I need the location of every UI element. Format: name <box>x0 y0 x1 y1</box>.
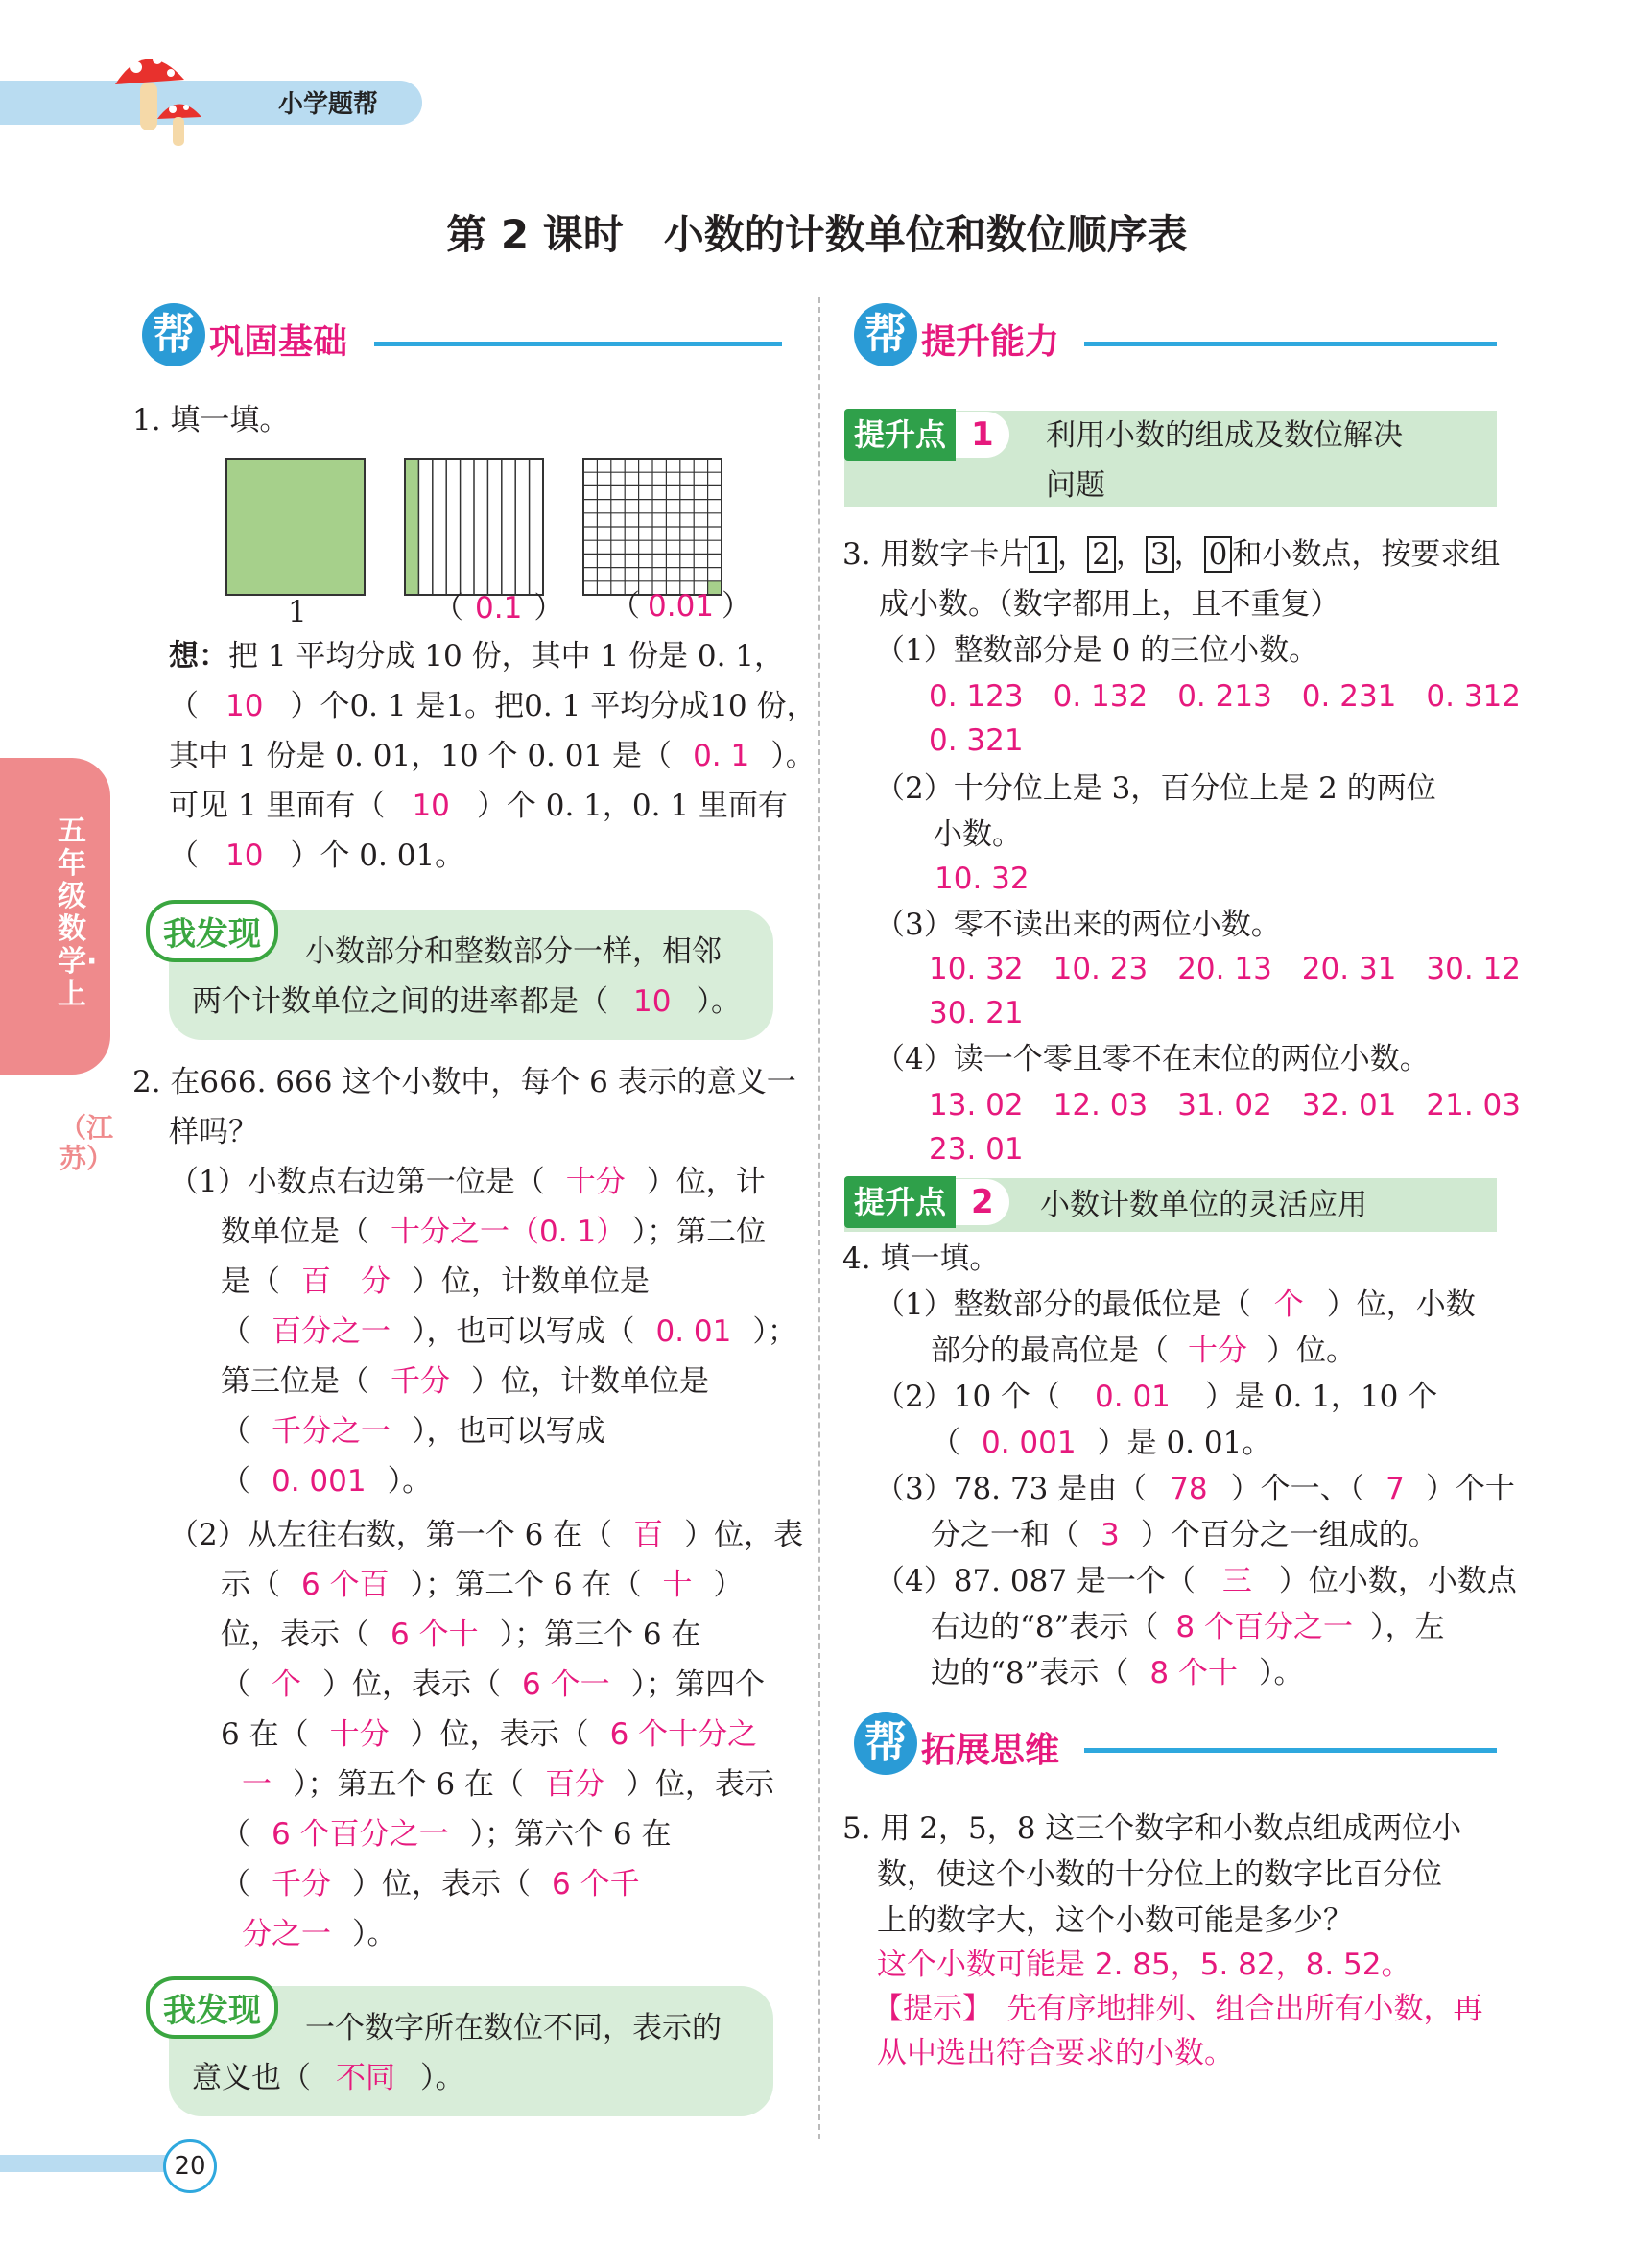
answer-text: 百 分 <box>301 1264 391 1299</box>
section-badge: 帮 <box>142 303 205 366</box>
answer-text: 百分之一 <box>272 1314 391 1349</box>
q1-stem: 1. 填一填。 <box>132 403 290 437</box>
q5-line-2: 数，使这个小数的十分位上的数字比百分位 <box>877 1857 1442 1892</box>
q3-part-1: （1）整数部分是 0 的三位小数。 <box>875 633 1319 668</box>
q3-part-4: （4）读一个零且零不在末位的两位小数。 <box>875 1042 1430 1076</box>
figure-label-1: 1 <box>288 595 307 629</box>
q3-answer-4a: 13. 02 12. 03 31. 02 32. 01 21. 03 <box>929 1088 1522 1122</box>
think-line-5: （ 10 ）个 0. 01。 <box>169 839 465 873</box>
answer-text: 6 个百 <box>301 1568 390 1602</box>
answer-text: 6 个一 <box>522 1667 610 1702</box>
q5-line-1: 5. 用 2，5，8 这三个数字和小数点组成两位小 <box>842 1811 1462 1846</box>
discovery-text-2b: 意义也（ 不同 ）。 <box>192 2061 465 2095</box>
page-number: 20 <box>163 2139 217 2193</box>
question-text: （ <box>221 1414 250 1449</box>
side-grade: 五年级数学·上 <box>58 815 98 1011</box>
answer-text: 6 个百分之一 <box>272 1817 449 1852</box>
question-text: 位，表示（ <box>221 1618 369 1652</box>
answer-text: 6 个千 <box>552 1867 640 1902</box>
tip-text-2: 小数计数单位的灵活应用 <box>1040 1188 1367 1222</box>
page-title: 第 2 课时 小数的计数单位和数位顺序表 <box>446 211 1188 258</box>
q2-stem-2: 样吗？ <box>169 1115 258 1149</box>
question-text: ）。 <box>387 1464 433 1499</box>
section-badge-right: 帮 <box>854 303 917 366</box>
brand-label: 小学题帮 <box>278 90 379 119</box>
figure-label-3: （ 0.01 ） <box>610 589 752 624</box>
answer-text: 百 <box>633 1518 664 1552</box>
q2p2-line <box>221 1909 397 1959</box>
section-title-right: 提升能力 <box>921 322 1060 362</box>
q5-answer: 这个小数可能是 2. 85，5. 82，8. 52。 <box>877 1948 1411 1982</box>
q2p2-line <box>221 1610 701 1660</box>
q2p1-line <box>221 1357 709 1406</box>
tip-text-1b: 问题 <box>1046 468 1105 503</box>
tip-tag-2: 提升点 2 <box>844 1178 1009 1222</box>
question-text: ）位，表示 <box>625 1767 774 1802</box>
question-text: ）位，表示（ <box>410 1717 589 1752</box>
q2p1-line <box>221 1207 766 1257</box>
question-text: ）。 <box>352 1917 397 1951</box>
q2p2-line <box>169 1510 803 1560</box>
section-title: 巩固基础 <box>209 322 348 362</box>
q4-line-4: （ 0. 001 ）是 0. 01。 <box>931 1426 1272 1460</box>
question-text: （ <box>221 1464 250 1499</box>
answer-text: 6 个十分之 <box>609 1717 758 1752</box>
question-text: ）； <box>752 1314 797 1349</box>
answer-text: 十分 <box>565 1165 626 1199</box>
q3-answer-1b: 0. 321 <box>929 723 1024 758</box>
question-text: （ <box>221 1314 250 1349</box>
q2p2-line <box>221 1859 661 1909</box>
q3-part-3: （3）零不读出来的两位小数。 <box>875 908 1281 942</box>
answer-text: 分之一 <box>242 1917 331 1951</box>
q2p2-line <box>221 1760 774 1809</box>
q3-part-2a: （2）十分位上是 3，百分位上是 2 的两位 <box>875 771 1436 806</box>
question-text: 数单位是（ <box>221 1215 369 1249</box>
question-text: ）位，表示（ <box>352 1867 531 1902</box>
q4-line-6: 分之一和（ 3 ）个百分之一组成的。 <box>931 1518 1438 1552</box>
q4-line-2: 部分的最高位是（ 十分 ）位。 <box>931 1334 1356 1368</box>
q2p1-line <box>221 1257 650 1307</box>
question-text: 第三位是（ <box>221 1364 369 1399</box>
question-text: （2）从左往右数，第一个 6 在（ <box>169 1518 613 1552</box>
think-line-1: 想：把 1 平均分成 10 份，其中 1 份是 0. 1， <box>169 639 785 673</box>
question-text: ） <box>713 1568 744 1602</box>
q5-hint-2: 从中选出符合要求的小数。 <box>877 2036 1234 2070</box>
q4-line-3: （2）10 个（ 0. 01 ）是 0. 1，10 个 <box>875 1380 1438 1414</box>
question-text: ）；第五个 6 在（ <box>293 1767 524 1802</box>
question-text: （ <box>221 1667 250 1702</box>
q5-line-3: 上的数字大，这个小数可能是多少？ <box>877 1903 1353 1938</box>
discovery-tag-2: 我发现 <box>146 1976 278 2039</box>
answer-text: 千分 <box>272 1867 331 1902</box>
tip-text-1a: 利用小数的组成及数位解决 <box>1046 418 1403 453</box>
q3-part-2b: 小数。 <box>933 817 1022 852</box>
question-text: ）位，计数单位是 <box>471 1364 709 1399</box>
section-line-right <box>1084 342 1497 346</box>
question-text: ）；第二位 <box>631 1215 767 1249</box>
question-text: ）；第六个 6 在 <box>469 1817 672 1852</box>
small-mushroom-icon <box>154 94 211 152</box>
section-title-expand: 拓展思维 <box>921 1731 1060 1770</box>
q2p1-line <box>221 1456 432 1506</box>
answer-text: 十分之一（0. 1） <box>391 1215 611 1249</box>
q2p2-line <box>221 1809 672 1859</box>
question-text: ）位，计数单位是 <box>412 1264 650 1299</box>
q4-line-9: 边的“8”表示（ 8 个十 ）。 <box>931 1656 1304 1690</box>
q4-line-7: （4）87. 087 是一个（ 三 ）位小数，小数点 <box>875 1564 1517 1598</box>
answer-text: 一 <box>242 1767 272 1802</box>
discovery-text-1a: 小数部分和整数部分一样，相邻 <box>305 934 722 969</box>
question-text: ）；第二个 6 在（ <box>410 1568 642 1602</box>
answer-text: 十 <box>662 1568 693 1602</box>
q4-stem: 4. 填一填。 <box>842 1241 1000 1276</box>
q3-stem-1: 3. 用数字卡片 1 ， 2 ， 3 ， 0 和小数点，按要求组 <box>842 537 1501 572</box>
question-text: （ <box>221 1817 250 1852</box>
answer-text: 个 <box>272 1667 301 1702</box>
section-line-expand <box>1084 1748 1497 1753</box>
question-text: ）；第四个 <box>630 1667 766 1702</box>
q3-answer-3b: 30. 21 <box>929 996 1024 1030</box>
discovery-text-2a: 一个数字所在数位不同，表示的 <box>305 2011 722 2045</box>
answer-text: 千分之一 <box>272 1414 391 1449</box>
q4-line-1: （1）整数部分的最低位是（ 个 ）位，小数 <box>875 1288 1476 1322</box>
question-text: 是（ <box>221 1264 280 1299</box>
q2p2-line <box>221 1560 744 1610</box>
discovery-tag-1: 我发现 <box>146 900 278 962</box>
question-text: ），也可以写成（ <box>412 1314 635 1349</box>
q4-line-5: （3）78. 73 是由（ 78 ）个一、（ 7 ）个十 <box>875 1472 1515 1506</box>
question-text: ）；第三个 6 在 <box>499 1618 701 1652</box>
answer-text: 6 个十 <box>391 1618 479 1652</box>
q4-line-8: 右边的“8”表示（ 8 个百分之一 ），左 <box>931 1610 1445 1644</box>
question-text: ），也可以写成 <box>412 1414 605 1449</box>
question-text: ）位，表示（ <box>322 1667 501 1702</box>
q5-hint-1: 【提示】 先有序地排列、组合出所有小数，再 <box>873 1992 1483 2026</box>
q2p1-line <box>221 1307 797 1357</box>
tip-tag-1: 提升点 1 <box>844 411 1009 455</box>
section-line <box>374 342 782 346</box>
answer-text: 0. 001 <box>272 1464 367 1499</box>
column-divider <box>818 297 820 2139</box>
discovery-text-1b: 两个计数单位之间的进率都是（ 10 ）。 <box>192 984 741 1019</box>
q3-stem-2: 成小数。（数字都用上，且不重复） <box>879 587 1340 622</box>
grid-figures <box>225 457 723 599</box>
q3-answer-4b: 23. 01 <box>929 1132 1024 1167</box>
question-text: ）位，表 <box>684 1518 804 1552</box>
question-text: ）位，计 <box>646 1165 766 1199</box>
think-line-3: 其中 1 份是 0. 01，10 个 0. 01 是（ 0. 1 ）。 <box>169 739 816 773</box>
think-line-4: 可见 1 里面有（ 10 ）个 0. 1，0. 1 里面有 <box>169 789 788 823</box>
section-badge-expand: 帮 <box>854 1712 917 1775</box>
q2-stem-1: 2. 在666. 666 这个小数中，每个 6 表示的意义一 <box>132 1065 796 1099</box>
think-line-2: （ 10 ）个0. 1 是1。把0. 1 平均分成10 份， <box>169 689 817 723</box>
q2p2-line <box>221 1660 765 1710</box>
q2p1-line <box>221 1406 605 1456</box>
q3-answer-3a: 10. 32 10. 23 20. 13 20. 31 30. 12 <box>929 952 1522 986</box>
answer-text: 千分 <box>391 1364 450 1399</box>
question-text: 示（ <box>221 1568 280 1602</box>
q2p1-line <box>169 1157 766 1207</box>
answer-text: 0. 01 <box>655 1314 732 1349</box>
figure-label-2: （ 0.1 ） <box>434 591 564 626</box>
question-text: 6 在（ <box>221 1717 309 1752</box>
question-text: （ <box>221 1867 250 1902</box>
side-region: （江苏） <box>59 1112 114 1174</box>
q3-answer-2: 10. 32 <box>935 862 1030 896</box>
q2p2-line <box>221 1710 778 1760</box>
question-text: （1）小数点右边第一位是（ <box>169 1165 545 1199</box>
answer-text: 百分 <box>544 1767 604 1802</box>
q3-answer-1a: 0. 123 0. 132 0. 213 0. 231 0. 312 <box>929 679 1522 714</box>
answer-text: 十分 <box>329 1717 390 1752</box>
